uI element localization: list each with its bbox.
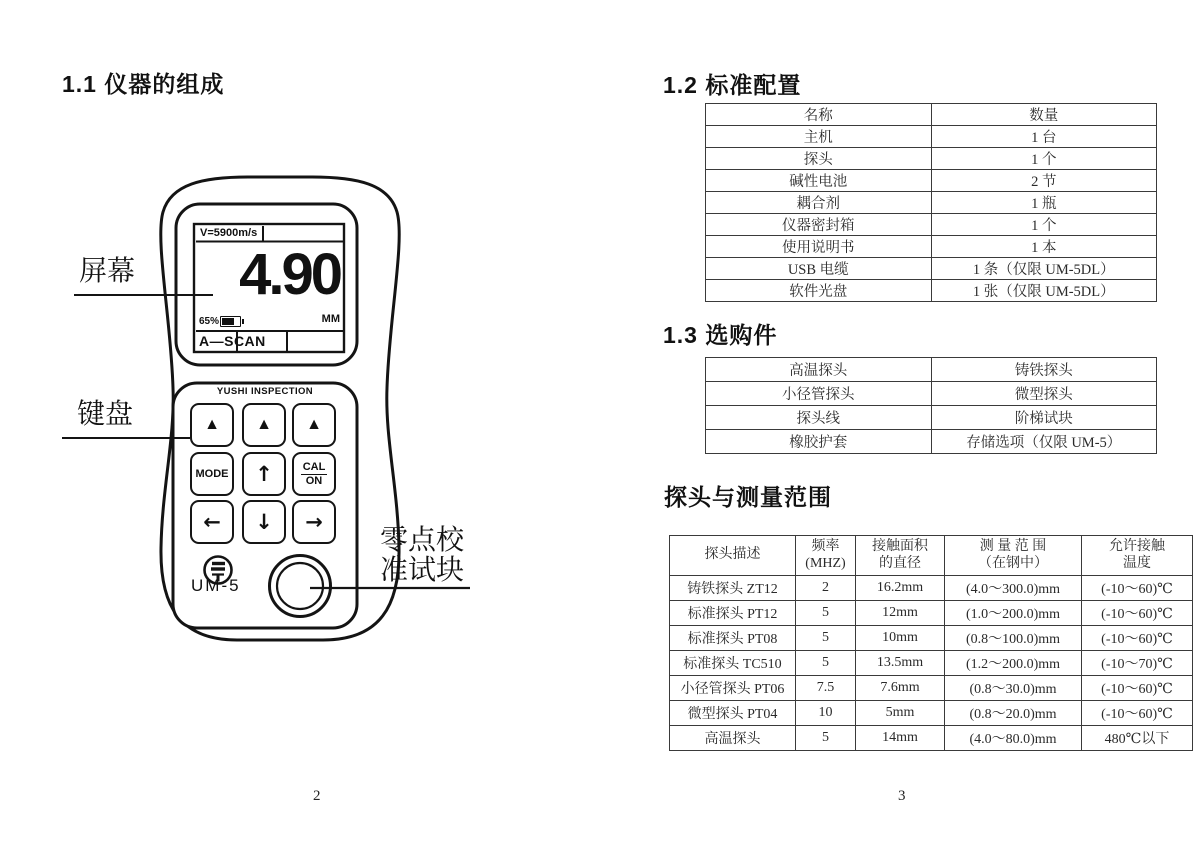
- page-number-left: 2: [313, 788, 321, 804]
- table-row: [706, 214, 1157, 236]
- key-down-button: [242, 500, 286, 544]
- table-cell: 7.6mm: [856, 676, 945, 701]
- table-cell: 阶梯试块: [931, 406, 1157, 430]
- brand-label: YUSHI INSPECTION: [216, 386, 314, 397]
- page-number-right: 3: [898, 788, 906, 804]
- table-row: [706, 258, 1157, 280]
- table-row: [670, 726, 1193, 751]
- table-cell: 铸铁探头 ZT12: [670, 576, 796, 601]
- key-cal-on-button: [292, 452, 336, 496]
- table-cell: 1 个: [931, 148, 1157, 170]
- table-row: [706, 280, 1157, 302]
- table-header-cell: 探头描述: [670, 536, 796, 576]
- zero-calibration-block: [270, 556, 331, 617]
- section-heading-probes: 探头与测量范围: [664, 484, 832, 510]
- table-cell: (-10～60)℃: [1082, 701, 1193, 726]
- table-cell: (4.0～300.0)mm: [945, 576, 1082, 601]
- table-cell: 小径管探头: [706, 382, 932, 406]
- key-gain-1-button: [190, 403, 234, 447]
- table-cell: 10mm: [856, 626, 945, 651]
- table-header-cell: 名称: [706, 104, 932, 126]
- table-cell: (4.0～80.0)mm: [945, 726, 1082, 751]
- mode-key-label: MODE: [195, 468, 229, 480]
- callout-zero-block-label: [380, 526, 464, 586]
- key-mode-button: [190, 452, 234, 496]
- table-cell: 14mm: [856, 726, 945, 751]
- table-row: [706, 358, 1157, 382]
- table-cell: 铸铁探头: [931, 358, 1157, 382]
- callout-zero-block-line1: 零点校: [380, 525, 465, 556]
- table-cell: 探头: [706, 148, 932, 170]
- table-cell: 存储选项（仅限 UM-5）: [931, 430, 1157, 454]
- table-cell: 微型探头: [931, 382, 1157, 406]
- key-gain-2-button: [242, 403, 286, 447]
- table-row: [706, 382, 1157, 406]
- table-cell: 1 本: [931, 236, 1157, 258]
- table-row: [670, 676, 1193, 701]
- table-row: [706, 170, 1157, 192]
- table-row: [706, 406, 1157, 430]
- table-cell: 仪器密封箱: [706, 214, 932, 236]
- table-cell: 13.5mm: [856, 651, 945, 676]
- table-cell: 1 张（仅限 UM-5DL）: [931, 280, 1157, 302]
- table-cell: (0.8～20.0)mm: [945, 701, 1082, 726]
- key-left-button: [190, 500, 234, 544]
- table-cell: (1.2～200.0)mm: [945, 651, 1082, 676]
- table-cell: 7.5: [796, 676, 856, 701]
- table-cell: (-10～60)℃: [1082, 576, 1193, 601]
- table-cell: 10: [796, 701, 856, 726]
- table-cell: 480℃以下: [1082, 726, 1193, 751]
- callout-screen-label: 屏幕: [79, 256, 136, 287]
- table-header-cell: 频率 (MHZ): [796, 536, 856, 576]
- standard-config-table: [705, 103, 1157, 302]
- triangle-up-icon: ▲: [256, 416, 272, 433]
- table-row: [706, 148, 1157, 170]
- table-cell: 标准探头 TC510: [670, 651, 796, 676]
- arrow-left-icon: ←: [203, 509, 221, 534]
- screen-velocity-label: V=5900m/s: [200, 227, 258, 239]
- on-key-label: ON: [305, 474, 323, 487]
- cal-key-label: CAL: [302, 460, 326, 473]
- table-cell: 1 条（仅限 UM-5DL）: [931, 258, 1157, 280]
- table-header-row: [706, 104, 1157, 126]
- triangle-up-icon: ▲: [306, 416, 322, 433]
- key-up-button: [242, 452, 286, 496]
- table-row: [670, 701, 1193, 726]
- table-cell: 16.2mm: [856, 576, 945, 601]
- arrow-right-icon: →: [305, 509, 323, 534]
- table-cell: 小径管探头 PT06: [670, 676, 796, 701]
- table-cell: 软件光盘: [706, 280, 932, 302]
- table-cell: 标准探头 PT08: [670, 626, 796, 651]
- table-cell: 1 台: [931, 126, 1157, 148]
- key-right-button: [292, 500, 336, 544]
- table-row: [670, 601, 1193, 626]
- table-row: [706, 236, 1157, 258]
- table-cell: 2 节: [931, 170, 1157, 192]
- table-cell: 5: [796, 626, 856, 651]
- table-cell: 5: [796, 651, 856, 676]
- table-cell: (0.8～100.0)mm: [945, 626, 1082, 651]
- table-cell: 高温探头: [670, 726, 796, 751]
- table-cell: 主机: [706, 126, 932, 148]
- table-header-row: [670, 536, 1193, 576]
- table-row: [670, 576, 1193, 601]
- table-cell: 高温探头: [706, 358, 932, 382]
- table-row: [706, 430, 1157, 454]
- table-cell: 5: [796, 726, 856, 751]
- table-cell: 探头线: [706, 406, 932, 430]
- key-gain-3-button: [292, 403, 336, 447]
- table-cell: (1.0～200.0)mm: [945, 601, 1082, 626]
- model-label: UM-5: [191, 576, 241, 595]
- triangle-up-icon: ▲: [204, 416, 220, 433]
- table-cell: (0.8～30.0)mm: [945, 676, 1082, 701]
- table-cell: 1 个: [931, 214, 1157, 236]
- table-cell: 1 瓶: [931, 192, 1157, 214]
- table-cell: 碱性电池: [706, 170, 932, 192]
- arrow-down-icon: ↓: [255, 509, 273, 534]
- table-cell: (-10～60)℃: [1082, 601, 1193, 626]
- section-heading-1-2: 1.2 标准配置: [663, 72, 802, 98]
- battery-icon: [220, 316, 241, 327]
- thickness-reading: 4.90: [239, 242, 340, 307]
- table-cell: 标准探头 PT12: [670, 601, 796, 626]
- table-header-cell: 允许接触 温度: [1082, 536, 1193, 576]
- callout-keypad-label: 键盘: [77, 399, 134, 430]
- unit-label: MM: [321, 313, 340, 325]
- table-cell: 5mm: [856, 701, 945, 726]
- table-cell: (-10～70)℃: [1082, 651, 1193, 676]
- table-row: [670, 651, 1193, 676]
- table-header-cell: 接触面积 的直径: [856, 536, 945, 576]
- table-header-cell: 数量: [931, 104, 1157, 126]
- table-cell: (-10～60)℃: [1082, 626, 1193, 651]
- table-cell: 橡胶护套: [706, 430, 932, 454]
- table-row: [706, 126, 1157, 148]
- scan-mode-label: A—SCAN: [199, 333, 266, 349]
- arrow-up-icon: ↑: [255, 461, 273, 486]
- optional-parts-table: [705, 357, 1157, 454]
- callout-zero-block-line2: 准试块: [380, 555, 465, 586]
- table-cell: (-10～60)℃: [1082, 676, 1193, 701]
- table-cell: 耦合剂: [706, 192, 932, 214]
- section-heading-1-1: 1.1 仪器的组成: [62, 71, 225, 97]
- table-cell: 12mm: [856, 601, 945, 626]
- table-cell: USB 电缆: [706, 258, 932, 280]
- probe-range-table: [669, 535, 1193, 751]
- table-cell: 5: [796, 601, 856, 626]
- table-cell: 2: [796, 576, 856, 601]
- table-header-cell: 测 量 范 围 （在钢中）: [945, 536, 1082, 576]
- section-heading-1-3: 1.3 选购件: [663, 322, 778, 348]
- table-cell: 微型探头 PT04: [670, 701, 796, 726]
- table-row: [706, 192, 1157, 214]
- table-cell: 使用说明书: [706, 236, 932, 258]
- table-row: [670, 626, 1193, 651]
- battery-percent-label: 65%: [199, 316, 220, 327]
